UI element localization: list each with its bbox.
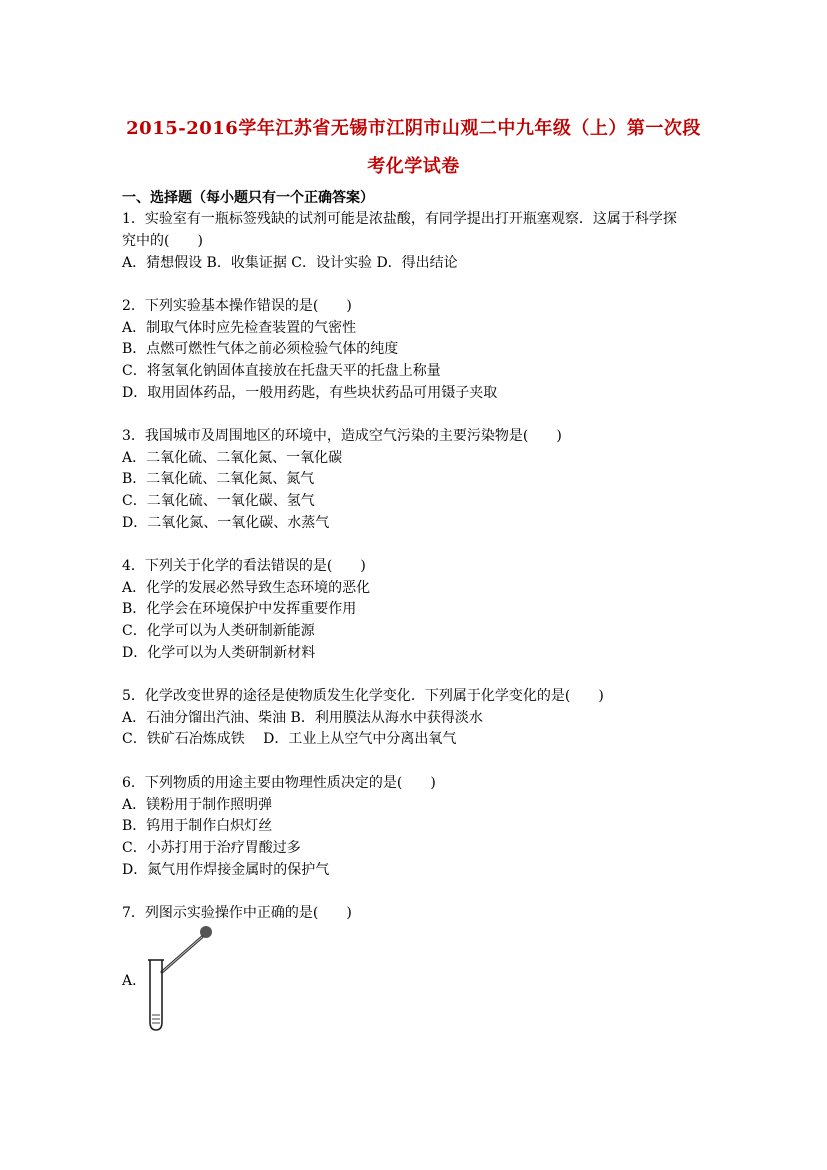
- question-3-option-c: C．二氧化硫、一氧化碳、氢气: [122, 493, 315, 509]
- question-2-option-c: C．将氢氧化钠固体直接放在托盘天平的托盘上称量: [122, 363, 441, 379]
- section-heading: 一、选择题（每小题只有一个正确答案）: [122, 190, 374, 206]
- question-6-option-b: B．钨用于制作白炽灯丝: [122, 818, 273, 834]
- question-5-options-cd: C．铁矿石冶炼成铁 D．工业上从空气中分离出氧气: [122, 731, 457, 747]
- figure-a-label: A．: [122, 973, 147, 989]
- question-6-stem: 6．下列物质的用途主要由物理性质决定的是( ): [122, 775, 436, 791]
- question-4-option-b: B．化学会在环境保护中发挥重要作用: [122, 601, 357, 617]
- question-3-option-a: A．二氧化硫、二氧化氮、一氧化碳: [122, 450, 343, 466]
- question-4-stem: 4．下列关于化学的看法错误的是( ): [122, 558, 366, 574]
- question-2-option-b: B．点燃可燃性气体之前必须检验气体的纯度: [122, 341, 399, 357]
- question-2-option-d: D．取用固体药品，一般用药匙，有些块状药品可用镊子夹取: [122, 385, 498, 401]
- exam-title-line-1: 2015-2016学年江苏省无锡市江阴市山观二中九年级（上）第一次段: [126, 118, 701, 139]
- question-3-stem: 3．我国城市及周围地区的环境中，造成空气污染的主要污染物是( ): [122, 428, 562, 444]
- question-2-stem: 2．下列实验基本操作错误的是( ): [122, 298, 352, 314]
- question-4-option-d: D．化学可以为人类研制新材料: [122, 645, 316, 661]
- question-6-option-c: C．小苏打用于治疗胃酸过多: [122, 840, 301, 856]
- question-3-option-d: D．二氧化氮、一氧化碳、水蒸气: [122, 515, 330, 531]
- question-1-stem-line-2: 究中的( ): [122, 233, 203, 249]
- question-6-option-d: D．氮气用作焊接金属时的保护气: [122, 862, 330, 878]
- question-1-stem-line-1: 1．实验室有一瓶标签残缺的试剂可能是浓盐酸，有同学提出打开瓶塞观察．这属于科学探: [122, 211, 677, 227]
- question-4-option-a: A．化学的发展必然导致生态环境的恶化: [122, 580, 371, 596]
- question-5-options-ab: A．石油分馏出汽油、柴油 B．利用膜法从海水中获得淡水: [122, 710, 483, 726]
- question-7-figure-a: [122, 922, 232, 1034]
- question-3-option-b: B．二氧化硫、二氧化氮、氮气: [122, 471, 315, 487]
- question-2-option-a: A．制取气体时应先检查装置的气密性: [122, 320, 357, 336]
- question-6-option-a: A．镁粉用于制作照明弹: [122, 797, 273, 813]
- question-5-stem: 5．化学改变世界的途径是使物质发生化学变化．下列属于化学变化的是( ): [122, 688, 604, 704]
- test-tube-dropper-icon: [144, 922, 224, 1034]
- question-7-stem: 7．列图示实验操作中正确的是( ): [122, 905, 352, 921]
- exam-title-line-2: 考化学试卷: [367, 156, 460, 177]
- question-4-option-c: C．化学可以为人类研制新能源: [122, 623, 315, 639]
- question-1-options: A．猜想假设 B．收集证据 C．设计实验 D．得出结论: [122, 255, 458, 271]
